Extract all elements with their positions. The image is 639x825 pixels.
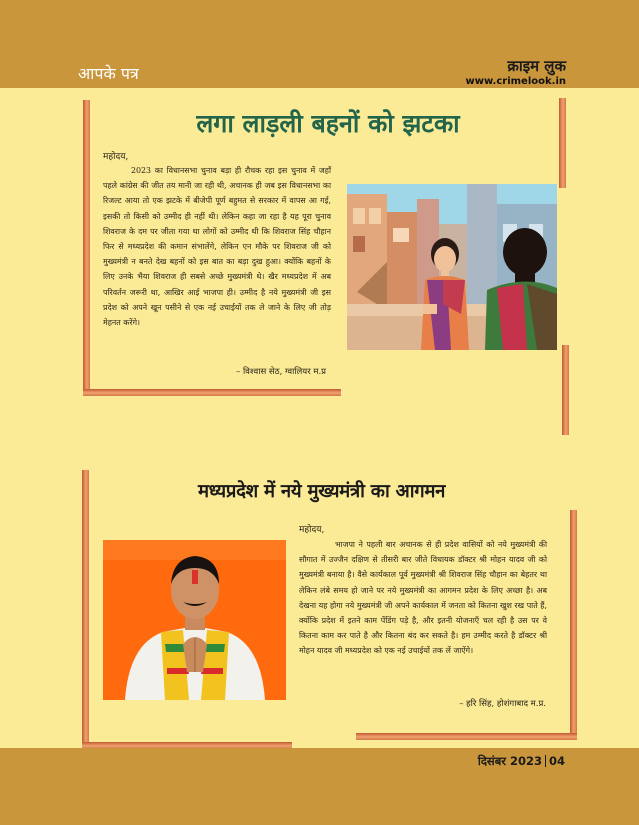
footer-separator [545, 755, 546, 767]
letter-2-body: भाजपा ने पहली बार अचानक से ही प्रदेश वासियों को नये मुख्यमंत्री की सौगात में उज्जैन दक्षिण से तीसरी बार जीते विधायक डॉक्टर श्री मोहन यादव जी को मुख्यमंत्री बनाया है। वैसे कार्यकाल पूर्व मुख्यमंत्री श्री शिवराज सिंह चौहान का बेहतर था लेकिन लंबे समय हो जाने पर नये मुख्यमंत्री का आगमन प्रदेश के लिए अच्छा है। अब देखना यह होगा नये मुख्यमंत्री जी अपने कार्यकाल में जनता को कितना खुश रख पाते हैं, क्योंकि प्रदेश में इतने काम पेंडिंग पड़े है, और इतनी योजनाएँ चल रही है उस पर वे कितना काम कर पाते है और कितना बंद कर सकते है। हम उम्मीद करते है डॉक्टर श्री मोहन यादव जी मध्यप्रदेश को एक नई उचाईयों तक लें जाऐंगे। [299, 540, 547, 656]
frame-right-mid [562, 345, 569, 435]
letter-2-signature: – हरि सिंह, होशंगाबाद म.प्र. [459, 699, 546, 709]
frame-left-upper [83, 100, 90, 396]
letter-1-signature: – विश्वास सेठ, ग्वालियर म.प्र [236, 367, 326, 377]
footer-page-number: 04 [548, 754, 565, 768]
frame-right-upper [559, 98, 566, 188]
headline-1: लगा लाड़ली बहनों को झटका [196, 109, 460, 138]
headline-2: मध्यप्रदेश में नये मुख्यमंत्री का आगमन [198, 481, 446, 502]
footer-page-info [478, 754, 565, 769]
brand-logo-text: क्राइम लुक [507, 57, 566, 75]
letter-1-body: 2023 का विधानसभा चुनाव बड़ा ही रौचक रहा इस चुनाव में जहाँ पहले कांग्रेस की जीत तय मानी जा रही थी, अचानक ही जब इस विधानसभा का रिजल्ट आया तो एक झटके में बीजेपी पूर्ण बहुमत से सरकार में वापस आ गई, इसकी तो किसी को उम्मीद ही नहीं थी। लेकिन कहा जा रहा है यह पूरा चुनाव शिवराज के दम पर जीता गया था लोगों को उम्मीद थी कि शिवराज सिंह चौहान फिर से मध्यप्रदेश की कमान संभालेंगे, लेकिन एन मौके पर शिवराज जी को मुख्यमंत्री न बनते देख बहनों को इस बात का बड़ा दुख हुआ। क्योंकि बहनों के लिए उनके भैया शिवराज ही सबसे अच्छे मुख्यमंत्री थे। खैर मध्यप्रदेश में अब परिवर्तन जरूरी था, आखिर आई भाजपा ही। उम्मीद है नये मुख्यमंत्री जी इस प्रदेश को अपने खून पसीने से एक नई उचाईयों तक ले जाने के लिए जी तोड़ मेहनत करेंगे। [103, 166, 331, 328]
cartoon-illustration [347, 184, 557, 350]
section-title: आपके पत्र [78, 64, 139, 83]
frame-left-lower [82, 470, 89, 742]
portrait-photo [103, 540, 286, 700]
frame-right-lower [570, 510, 577, 740]
frame-bottom-upper [83, 389, 341, 396]
frame-bottom-right [356, 733, 577, 740]
footer-month: दिसंबर 2023 [477, 754, 542, 768]
letter-2-greeting: महोदय, [299, 525, 325, 535]
brand-url: www.crimelook.in [465, 76, 566, 87]
letter-1-greeting: महोदय, [103, 152, 129, 162]
